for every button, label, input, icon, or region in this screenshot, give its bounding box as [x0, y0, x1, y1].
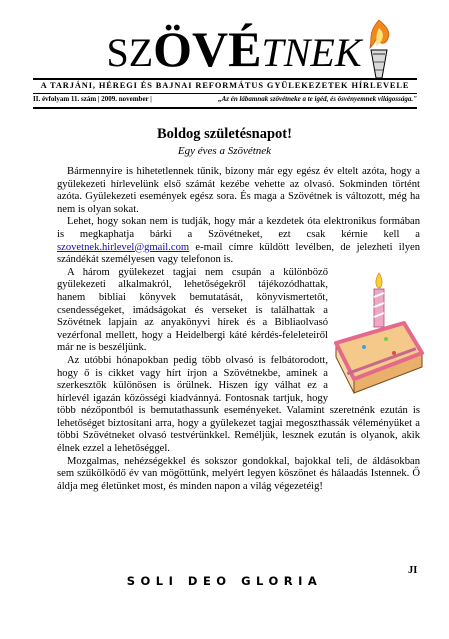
article-body [57, 166, 420, 493]
paragraph-text: A három gyülekezet tagjai nem csupán a különböző gyülekezeti alkalmakról, lehetőségekről tájékozódhattak, hanem bibliai könyvek bemutatását, könyvismertetőt, csendességeket, imádságokat és verseket is találhattak a Szövétnek lapjain az anyakönyvi hírek és a Bibliaolvasó vezérfonal mellett, hogy a Heidelbergi káté kérdés-feleleteiről már ne is beszéljünk. [57, 266, 328, 354]
article-subtitle: Egy éves a Szövétnek [177, 145, 272, 157]
masthead [0, 0, 449, 110]
paragraph [57, 267, 420, 355]
paragraph-text: Lehet, hogy sokan nem is tudják, hogy már a kezdetek óta elektronikus formában is megkaphatja bárki a Szövétneket, ezt csak kérnie kell a [57, 216, 420, 240]
masthead-rule-middle [33, 93, 417, 94]
torch-icon [364, 18, 394, 80]
article-title: Boldog születésnapot! [157, 126, 292, 142]
paragraph [57, 216, 420, 266]
masthead-quote: „Az én lábamnak szövétneke a te igéd, és ösvényemnek világossága." [218, 95, 417, 103]
issue-info: II. évfolyam 11. szám | 2009. november | [33, 95, 152, 103]
issue-line [33, 95, 417, 106]
masthead-rule-bottom [33, 107, 417, 109]
birthday-cake-icon [334, 269, 424, 395]
logo-text: SZÖVÉTNEK [106, 21, 362, 76]
paragraph-text: e-mail címre küldött levélben, de jelezheti ilyen szándékát személyesen vagy telefonon is. [57, 241, 420, 266]
masthead-subtitle: A TARJÁNI, HÉREGI ÉS BAJNAI REFORMÁTUS GYÜLEKEZETEK HÍRLEVELE [40, 81, 410, 90]
author-signature: JI [408, 565, 418, 576]
masthead-rule-top [33, 78, 417, 80]
email-link[interactable]: szovetnek.hirlevel@gmail.com [57, 241, 190, 253]
footer-motto: SOLI DEO GLORIA [126, 574, 323, 588]
masthead-logo [98, 10, 370, 76]
paragraph: Mozgalmas, nehézségekkel és sokszor gondokkal, bajokkal teli, de áldásokban sem szűkölködő év van mögöttünk, melyért legyen köszönet és hálaadás Istennek. Ő áldja meg életünket most, és minden napon a világ végezetéig! [57, 455, 420, 492]
paragraph: Bármennyire is hihetetlennek tűnik, bizony már egy egész év eltelt azóta, hogy a gyülekezeti hírlevelünk első számát kezébe vehette az olvasó. Sokminden történt azóta. Gyülekezeti események egész sora. És maga a Szövétnek is változott, még ha nem is olyan sokat. [57, 166, 420, 215]
paragraph: Az utóbbi hónapokban pedig több olvasó is felbátorodott, hogy ő is cikket vagy hírt írjon a Szövétnekbe, aminek a szerkesztők különösen is örülnek. Hiszen így válhat ez a hírlevél igazán közösségi kiadvánnyá. Fontosnak tartjuk, hogy több nézőpontból is bemutathassunk eseményeket. Valamint szeretnénk ezután is lehetőséget biztosítani arra, hogy a gyülekezet tagjai megoszthassák véleményüket a többi Szövétneket olvasó testvérünkkel. Reméljük, lesznek ezután is olyanok, akik élnek ezzel a lehetőséggel. [57, 354, 420, 455]
